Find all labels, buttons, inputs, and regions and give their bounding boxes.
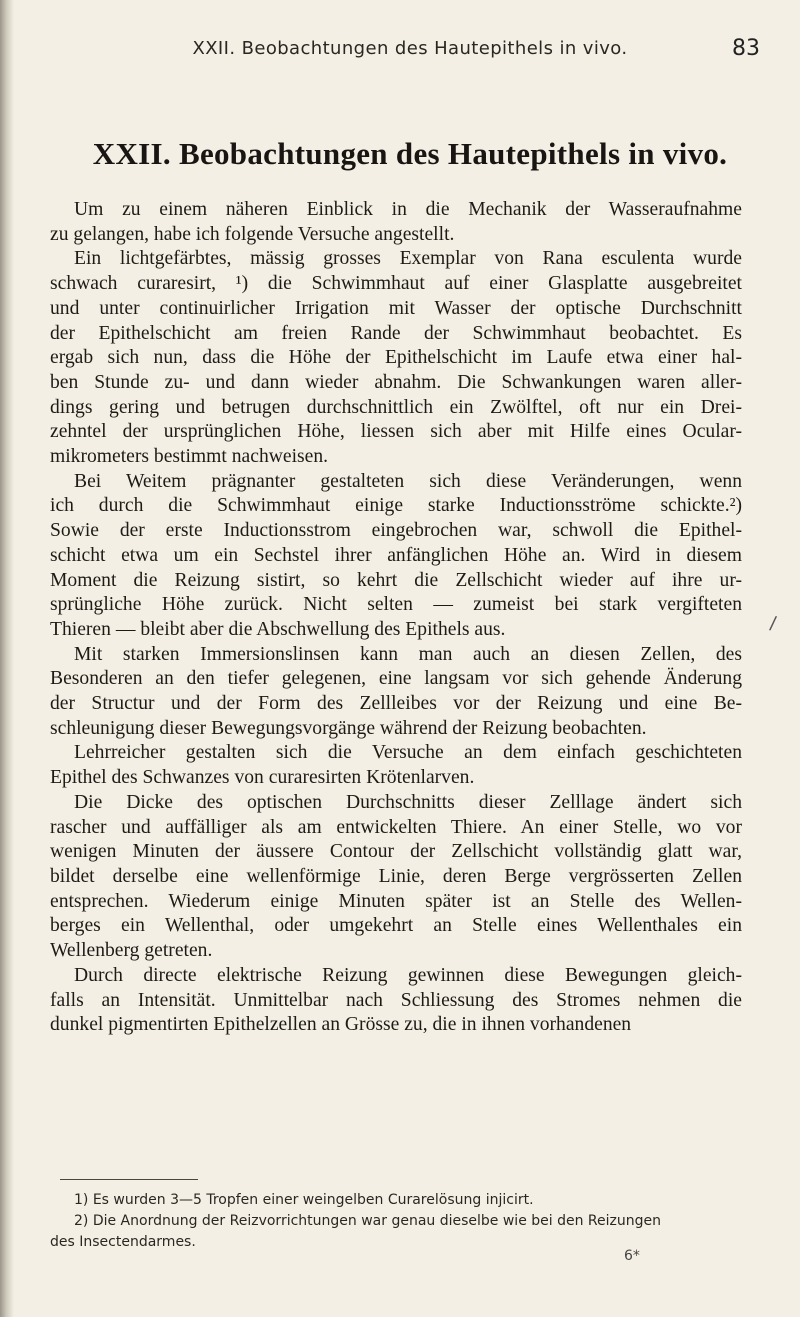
- running-head: [60, 38, 760, 68]
- text-line: Lehrreicher gestalten sich die Versuche an dem einfach geschichteten: [74, 742, 742, 764]
- text-line: Sowie der erste Inductionsstrom eingebrochen war, schwoll die Epithel-: [50, 520, 742, 542]
- text-line: Epithel des Schwanzes von curaresirten Krötenlarven.: [50, 767, 475, 789]
- footnotes: [50, 1190, 742, 1252]
- body-text: [50, 198, 742, 1038]
- text-line: zu gelangen, habe ich folgende Versuche angestellt.: [50, 223, 455, 245]
- footnote-line: 2) Die Anordnung der Reizvorrichtungen war genau dieselbe wie bei den Reizungen: [74, 1212, 661, 1229]
- text-line: der Structur und der Form des Zellleibes vor der Reizung und eine Be-: [50, 693, 742, 715]
- paragraph: [50, 741, 742, 790]
- text-line: wenigen Minuten der äussere Contour der Zellschicht vollständig glatt war,: [50, 841, 742, 863]
- text-line: schwach curaresirt, ¹) die Schwimmhaut auf einer Glasplatte ausgebreitet: [50, 273, 742, 295]
- text-line: falls an Intensität. Unmittelbar nach Schliessung des Stromes nehmen die: [50, 989, 742, 1011]
- text-line: ich durch die Schwimmhaut einige starke Inductionsströme schickte.²): [50, 495, 742, 517]
- paragraph: [50, 643, 742, 742]
- paragraph: [50, 247, 742, 469]
- footnote-line: 1) Es wurden 3—5 Tropfen einer weingelben Curarelösung injicirt.: [74, 1192, 534, 1208]
- signature-mark: 6*: [624, 1248, 640, 1264]
- paragraph: [50, 198, 742, 247]
- text-line: Thieren — bleibt aber die Abschwellung des Epithels aus.: [50, 618, 506, 640]
- text-line: dings gering und betrugen durchschnittlich ein Zwölftel, oft nur ein Drei-: [50, 396, 742, 418]
- footnote: [50, 1190, 742, 1211]
- text-line: Mit starken Immersionslinsen kann man auch an diesen Zellen, des: [74, 643, 742, 665]
- text-line: Moment die Reizung sistirt, so kehrt die Zellschicht wieder auf ihre ur-: [50, 569, 742, 591]
- text-line: ben Stunde zu- und dann wieder abnahm. Die Schwankungen waren aller-: [50, 371, 742, 393]
- text-line: Besonderen an den tiefer gelegenen, eine langsam vor sich gehende Änderung: [50, 668, 742, 690]
- footnote-line: des Insectendarmes.: [50, 1233, 196, 1250]
- text-line: Bei Weitem prägnanter gestalteten sich diese Veränderungen, wenn: [74, 470, 742, 492]
- margin-mark: /: [768, 612, 778, 635]
- text-line: ergab sich nun, dass die Höhe der Epithelschicht im Laufe etwa einer hal-: [50, 347, 742, 369]
- page-number: 83: [732, 36, 760, 61]
- text-line: Um zu einem näheren Einblick in die Mechanik der Wasseraufnahme: [74, 199, 742, 220]
- text-line: sprüngliche Höhe zurück. Nicht selten — zumeist bei stark vergifteten: [50, 594, 742, 616]
- text-line: schleunigung dieser Bewegungsvorgänge während der Reizung beobachten.: [50, 717, 647, 739]
- text-line: bildet derselbe eine wellenförmige Linie, deren Berge vergrösserten Zellen: [50, 865, 742, 887]
- text-line: und unter continuirlicher Irrigation mit Wasser der optische Durchschnitt: [50, 297, 742, 319]
- paragraph: [50, 470, 742, 643]
- text-line: mikrometers bestimmt nachweisen.: [50, 446, 329, 468]
- footnote-rule: [60, 1179, 198, 1180]
- chapter-title: XXII. Beobachtungen des Hautepithels in vivo.: [92, 136, 728, 171]
- paragraph: [50, 791, 742, 964]
- text-line: dunkel pigmentirten Epithelzellen an Grösse zu, die in ihnen vorhandenen: [50, 1014, 632, 1036]
- text-line: Die Dicke des optischen Durchschnitts dieser Zelllage ändert sich: [74, 791, 742, 813]
- text-line: Wellenberg getreten.: [50, 940, 213, 962]
- text-line: zehntel der ursprünglichen Höhe, liessen sich aber mit Hilfe eines Ocular-: [50, 421, 742, 443]
- text-line: Ein lichtgefärbtes, mässig grosses Exemplar von Rana esculenta wurde: [74, 248, 742, 270]
- text-line: der Epithelschicht am freien Rande der Schwimmhaut beobachtet. Es: [50, 322, 742, 344]
- text-line: entsprechen. Wiederum einige Minuten später ist an Stelle des Wellen-: [50, 890, 742, 912]
- text-line: schicht etwa um ein Sechstel ihrer anfänglichen Höhe an. Wird in diesem: [50, 544, 742, 566]
- running-title: XXII. Beobachtungen des Hautepithels in vivo.: [192, 38, 628, 59]
- paragraph: [50, 964, 742, 1038]
- text-line: berges ein Wellenthal, oder umgekehrt an Stelle eines Wellenthales ein: [50, 915, 742, 937]
- footnote: [50, 1211, 742, 1253]
- text-line: Durch directe elektrische Reizung gewinnen diese Bewegungen gleich-: [74, 964, 742, 986]
- text-line: rascher und auffälliger als am entwickelten Thiere. An einer Stelle, wo vor: [50, 816, 742, 838]
